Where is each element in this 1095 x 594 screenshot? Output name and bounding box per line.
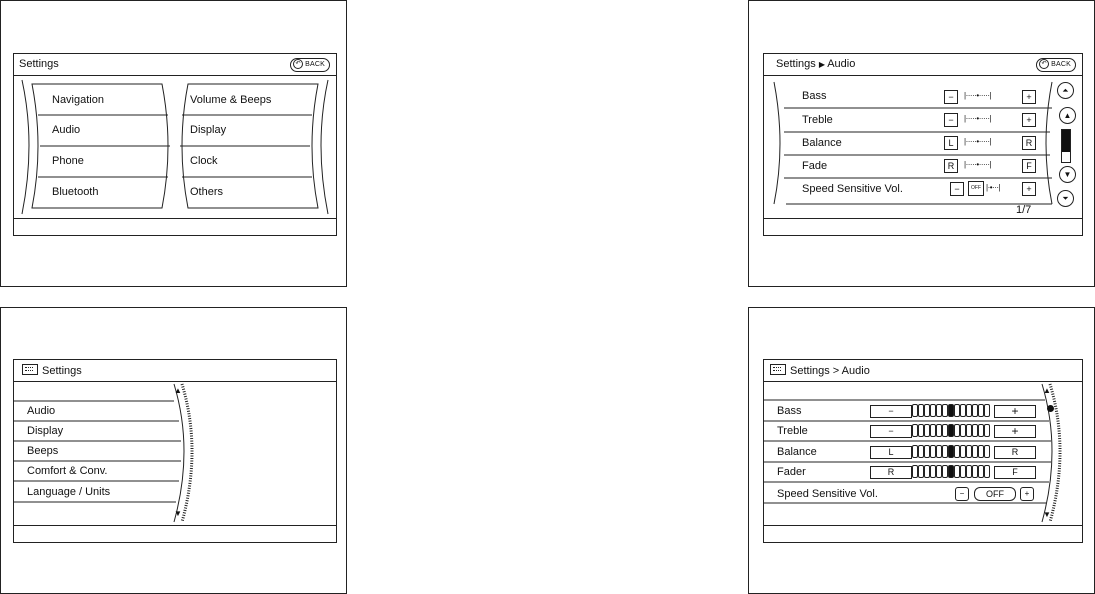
treble-plus-button[interactable]: +	[1022, 113, 1036, 127]
level-segment	[984, 445, 990, 458]
menu-item-navigation[interactable]: Navigation	[52, 94, 104, 106]
screen-footer	[764, 525, 1082, 542]
row-label-speed-sensitive-vol[interactable]: Speed Sensitive Vol.	[802, 183, 903, 195]
bass-minus-button[interactable]: −	[870, 405, 912, 418]
list-item-display[interactable]: Display	[27, 425, 64, 437]
screen-footer	[14, 218, 336, 235]
treble-plus-button[interactable]: +	[994, 425, 1036, 438]
fade-rear-button[interactable]: R	[944, 159, 958, 173]
balance-left-button[interactable]: L	[870, 446, 912, 459]
treble-minus-button[interactable]: −	[944, 113, 958, 127]
screen-title: Settings	[22, 364, 82, 377]
back-button[interactable]: ↶ BACK	[1036, 58, 1076, 72]
breadcrumb-current: Audio	[827, 58, 856, 70]
bass-minus-button[interactable]: −	[944, 90, 958, 104]
scroll-up-icon[interactable]: ▲	[1059, 107, 1076, 124]
scroll-down-icon[interactable]: ▼	[174, 509, 182, 518]
screen-footer	[764, 218, 1082, 235]
page-down-icon[interactable]: ⏷	[1057, 190, 1074, 207]
scroll-up-icon[interactable]: ▲	[174, 386, 182, 395]
fade-front-button[interactable]: F	[1022, 159, 1036, 173]
speed-vol-off-label: OFF	[968, 181, 984, 196]
balance-right-button[interactable]: R	[994, 446, 1036, 459]
list-item-language-units[interactable]: Language / Units	[27, 486, 111, 498]
list-item-comfort-conv[interactable]: Comfort & Conv.	[27, 465, 108, 477]
level-segment	[984, 465, 990, 478]
scrollbar-thumb[interactable]	[1061, 129, 1071, 163]
scroll-down-icon[interactable]: ▼	[1059, 166, 1076, 183]
menu-item-bluetooth[interactable]: Bluetooth	[52, 186, 99, 198]
bass-plus-button[interactable]: +	[1022, 90, 1036, 104]
balance-left-button[interactable]: L	[944, 136, 958, 150]
row-label-fade[interactable]: Fade	[802, 160, 828, 172]
menu-item-audio[interactable]: Audio	[52, 124, 81, 136]
row-label-fader[interactable]: Fader	[777, 466, 806, 478]
balance-slider[interactable]: |·····•·····|	[964, 137, 992, 146]
back-button[interactable]: ↶ BACK	[290, 58, 330, 72]
scrollbar-track	[1062, 152, 1070, 162]
row-label-balance[interactable]: Balance	[802, 137, 842, 149]
figure-top-right	[748, 0, 1095, 287]
speed-vol-minus-button[interactable]: −	[955, 487, 969, 501]
settings-list-screen	[13, 359, 337, 543]
list-item-audio[interactable]: Audio	[27, 405, 56, 417]
fader-rear-button[interactable]: R	[870, 466, 912, 479]
audio-settings-screen	[763, 53, 1083, 236]
menu-item-others[interactable]: Others	[190, 186, 224, 198]
fade-slider[interactable]: |·····•·····|	[964, 160, 992, 169]
figure-bottom-left	[0, 307, 347, 594]
row-label-bass[interactable]: Bass	[777, 405, 802, 417]
bass-plus-button[interactable]: +	[994, 405, 1036, 418]
list-item-beeps[interactable]: Beeps	[27, 445, 59, 457]
scroll-up-icon[interactable]: ▲	[1043, 386, 1051, 395]
row-label-treble[interactable]: Treble	[777, 425, 808, 437]
level-segment	[984, 404, 990, 417]
menu-frame	[14, 54, 336, 235]
settings-screen	[13, 53, 337, 236]
audio-settings-list-screen	[763, 359, 1083, 543]
back-arrow-icon: ↶	[293, 59, 303, 69]
breadcrumb-arrow-icon: ▶	[818, 60, 828, 69]
scroll-position-icon	[1047, 405, 1054, 412]
scroll-down-icon[interactable]: ▼	[1043, 510, 1051, 519]
menu-item-clock[interactable]: Clock	[190, 155, 218, 167]
back-arrow-icon: ↶	[1039, 59, 1049, 69]
speed-vol-value: OFF	[974, 487, 1016, 501]
speed-vol-slider[interactable]: |·•···|	[986, 183, 1001, 192]
fader-front-button[interactable]: F	[994, 466, 1036, 479]
row-label-treble[interactable]: Treble	[802, 114, 833, 126]
menu-item-volume-beeps[interactable]: Volume & Beeps	[190, 94, 272, 106]
bass-slider[interactable]: |·····•·····|	[964, 91, 992, 100]
treble-minus-button[interactable]: −	[870, 425, 912, 438]
screen-title: Settings > Audio	[770, 364, 870, 377]
page-indicator: 1/7	[1016, 204, 1032, 216]
row-label-bass[interactable]: Bass	[802, 90, 827, 102]
balance-right-button[interactable]: R	[1022, 136, 1036, 150]
speed-vol-plus-button[interactable]: +	[1020, 487, 1034, 501]
speed-vol-plus-button[interactable]: +	[1022, 182, 1036, 196]
screen-title: Settings	[19, 58, 59, 70]
speed-vol-minus-button[interactable]: −	[950, 182, 964, 196]
breadcrumb-root[interactable]: Settings	[776, 58, 816, 70]
page-up-icon[interactable]: ⏶	[1057, 82, 1074, 99]
level-segment	[984, 424, 990, 437]
figure-top-left	[0, 0, 347, 287]
treble-slider[interactable]: |·····•·····|	[964, 114, 992, 123]
figure-bottom-right	[748, 307, 1095, 594]
menu-item-display[interactable]: Display	[190, 124, 227, 136]
row-label-speed-sensitive-vol[interactable]: Speed Sensitive Vol.	[777, 488, 878, 500]
row-label-balance[interactable]: Balance	[777, 446, 817, 458]
menu-item-phone[interactable]: Phone	[52, 155, 84, 167]
screen-footer	[14, 525, 336, 542]
